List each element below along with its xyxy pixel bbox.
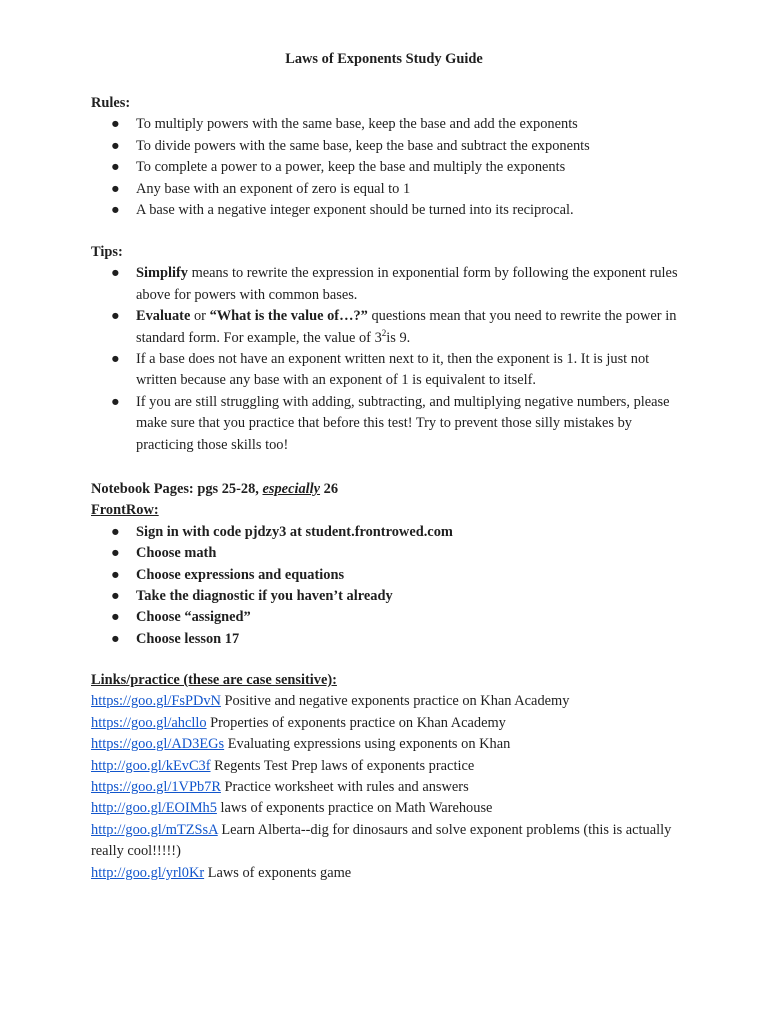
list-item: http://goo.gl/kEvC3f Regents Test Prep laws of exponents practice (91, 757, 475, 774)
list-item: http://goo.gl/mTZSsA Learn Alberta--dig for dinosaurs and solve exponent problems (this is actually really cool!!!!!) (91, 821, 672, 860)
links-section (91, 670, 691, 884)
list-item: https://goo.gl/FsPDvN Positive and negative exponents practice on Khan Academy (91, 693, 570, 710)
list-item: https://goo.gl/AD3EGs Evaluating expressions using exponents on Khan (91, 736, 511, 753)
link-khan-properties[interactable]: https://goo.gl/ahcllo (91, 714, 207, 731)
list-item: https://goo.gl/ahcllo Properties of exponents practice on Khan Academy (91, 714, 506, 731)
link-worksheet[interactable]: https://goo.gl/1VPb7R (91, 779, 221, 796)
list-item: ● Choose math (91, 543, 681, 564)
link-khan-pos-neg[interactable]: https://goo.gl/FsPDvN (91, 693, 221, 710)
bullet-icon: ● (111, 351, 120, 368)
list-item: ● Any base with an exponent of zero is equal to 1 (91, 179, 681, 200)
rules-section (91, 93, 681, 221)
list-item: ● If a base does not have an exponent written next to it, then the exponent is 1. It is just not written because any base with an exponent of 1 is equivalent to itself. (111, 351, 650, 389)
link-exponents-game[interactable]: http://goo.gl/yrl0Kr (91, 864, 205, 881)
bullet-icon: ● (111, 588, 120, 605)
links-heading: Links/practice (these are case sensitive): (91, 672, 337, 688)
notebook-pages: Notebook Pages: pgs 25-28, especially 26 (91, 481, 339, 497)
bullet-icon: ● (111, 566, 120, 583)
frontrow-section (91, 479, 681, 650)
link-math-warehouse[interactable]: http://goo.gl/EOIMh5 (91, 800, 217, 817)
list-item: ● To divide powers with the same base, keep the base and subtract the exponents (91, 136, 681, 157)
bullet-icon: ● (111, 265, 120, 282)
bullet-icon: ● (111, 116, 120, 133)
list-item: ● Choose expressions and equations (91, 565, 681, 586)
bullet-icon: ● (111, 159, 120, 176)
list-item: ● Evaluate or “What is the value of…?” questions mean that you need to rewrite the power in standard form. For example, the value of $3^2is$ 9. (111, 308, 677, 346)
link-learn-alberta[interactable]: http://goo.gl/mTZSsA (91, 821, 218, 838)
bullet-icon: ● (111, 545, 120, 562)
list-item: ● Sign in with code pjdzy3 at student.frontrowed.com (91, 522, 681, 543)
bullet-icon: ● (111, 630, 120, 647)
list-item: ● If you are still struggling with adding, subtracting, and multiplying negative numbers, please make sure that you practice that before this test! Try to prevent those silly mistakes by practicing those skills too! (111, 393, 670, 453)
link-regents[interactable]: http://goo.gl/kEvC3f (91, 757, 211, 774)
bullet-icon: ● (111, 137, 120, 154)
list-item: ● Take the diagnostic if you haven’t already (91, 586, 681, 607)
list-item: ● To multiply powers with the same base, keep the base and add the exponents (91, 114, 681, 135)
frontrow-list (91, 522, 681, 650)
list-item: http://goo.gl/yrl0Kr Laws of exponents game (91, 864, 352, 881)
frontrow-heading: FrontRow: (91, 502, 159, 519)
rules-list (91, 114, 681, 221)
link-khan-evaluating[interactable]: https://goo.gl/AD3EGs (91, 736, 225, 753)
list-item: http://goo.gl/EOIMh5 laws of exponents practice on Math Warehouse (91, 800, 493, 817)
tips-section (91, 242, 681, 456)
bullet-icon: ● (111, 308, 120, 325)
list-item: ● To complete a power to a power, keep the base and multiply the exponents (91, 157, 681, 178)
tips-heading: Tips: (91, 244, 123, 260)
list-item: ● Choose “assigned” (91, 607, 681, 628)
tips-list (91, 263, 681, 456)
list-item: ● Simplify means to rewrite the expression in exponential form by following the exponent rules above for powers with common bases. (111, 265, 678, 303)
bullet-icon: ● (111, 393, 120, 410)
bullet-icon: ● (111, 202, 120, 219)
bullet-icon: ● (111, 180, 120, 197)
page-title: Laws of Exponents Study Guide (285, 51, 483, 67)
exponent-superscript: 2 (381, 327, 387, 338)
bullet-icon: ● (111, 523, 120, 540)
list-item: ● A base with a negative integer exponent should be turned into its reciprocal. (91, 200, 681, 221)
bullet-icon: ● (111, 609, 120, 626)
rules-heading: Rules: (91, 95, 131, 111)
list-item: https://goo.gl/1VPb7R Practice worksheet with rules and answers (91, 779, 469, 796)
list-item: ● Choose lesson 17 (91, 629, 681, 650)
